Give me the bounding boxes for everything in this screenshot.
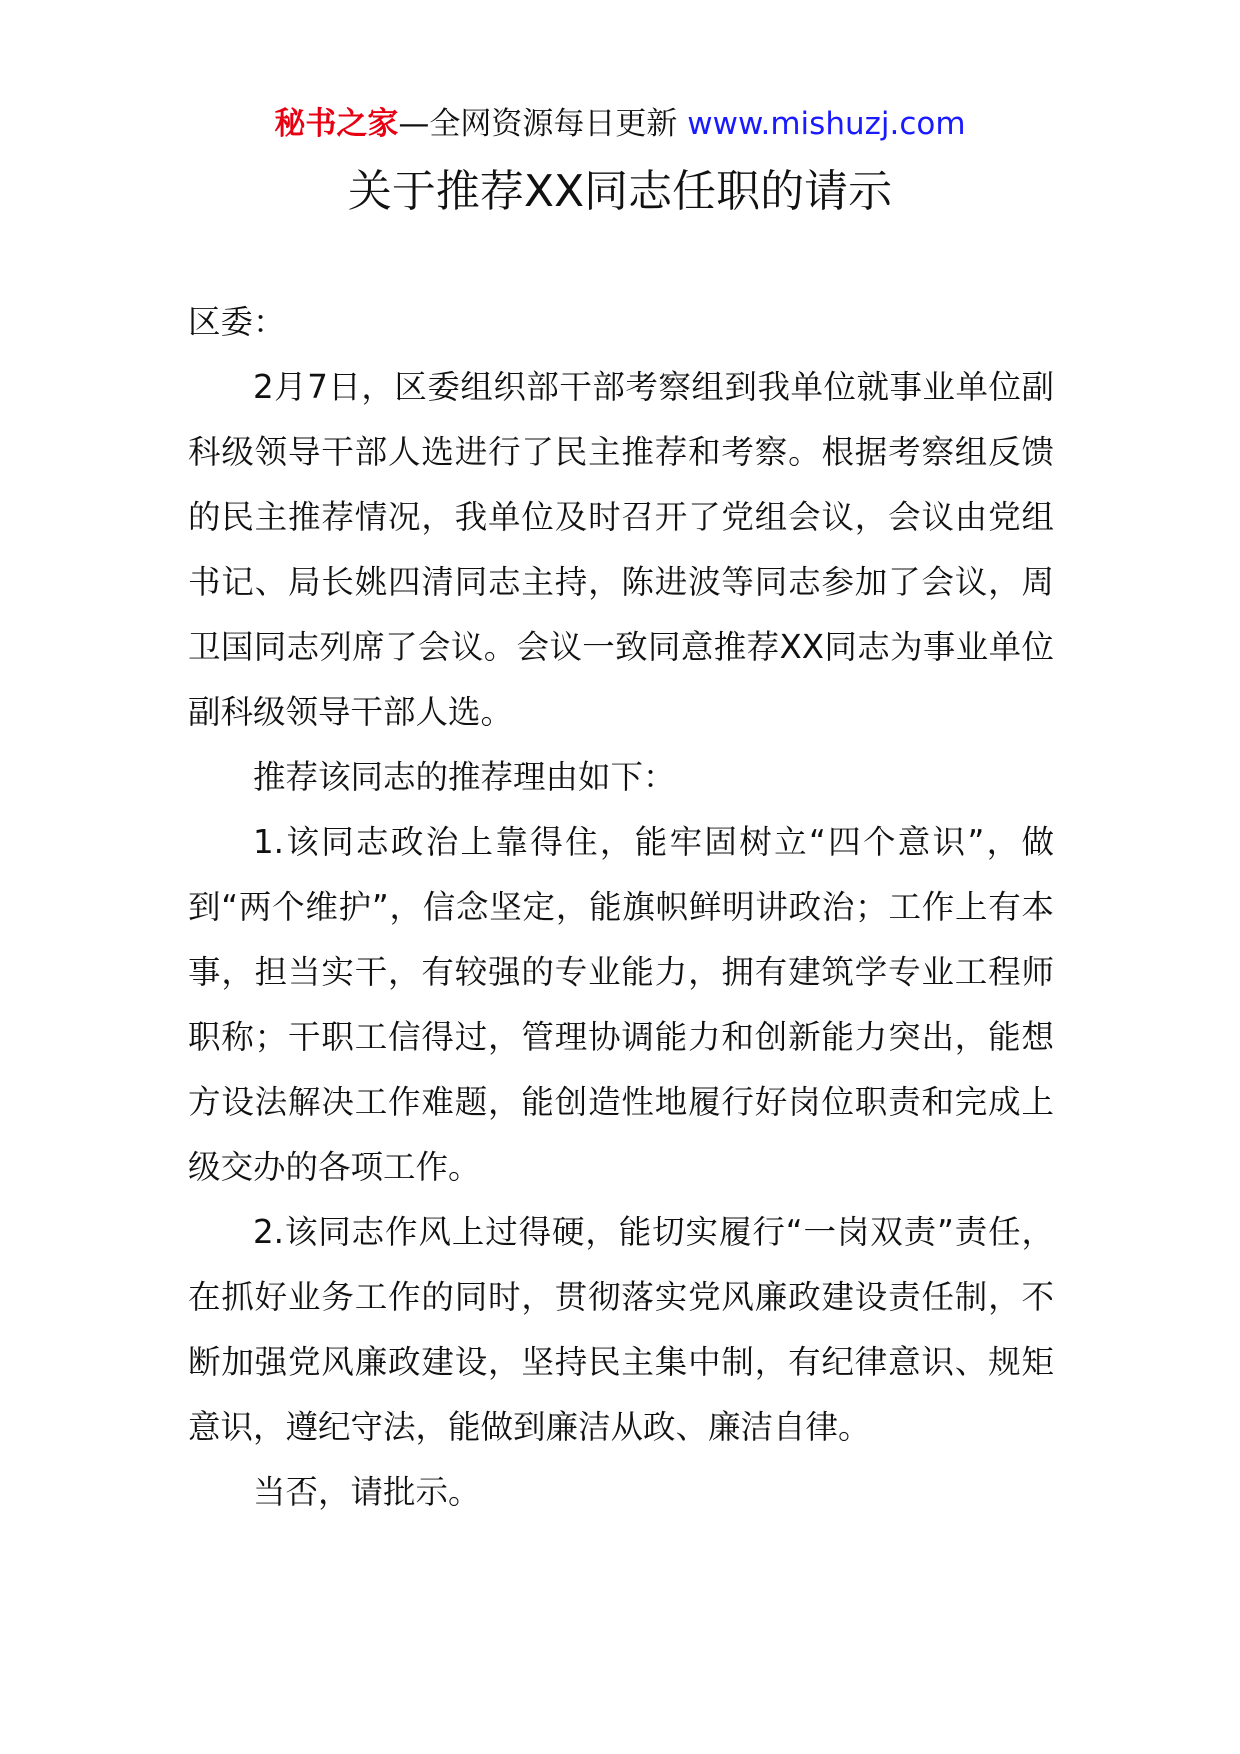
salutation: 区委： (188, 303, 286, 341)
paragraph-reason-1: 1.该同志政治上靠得住，能牢固树立“四个意识”，做到“两个维护”，信念坚定，能旗帜鲜明讲政治；工作上有本事，担当实干，有较强的专业能力，拥有建筑学专业工程师职称；干职工信得过，管理协调能力和创新能力突出，能想方设法解决工作难题，能创造性地履行好岗位职责和完成上级交办的各项工作。 (188, 823, 1054, 1186)
header-tagline: —全网资源每日更新 (398, 106, 678, 142)
brand-name: 秘书之家 (274, 106, 399, 142)
site-header (0, 100, 1240, 148)
document-body (188, 290, 1054, 1525)
paragraph-meeting: 2月7日，区委组织部干部考察组到我单位就事业单位副科级领导干部人选进行了民主推荐和考察。根据考察组反馈的民主推荐情况，我单位及时召开了党组会议，会议由党组书记、局长姚四清同志主持，陈进波等同志参加了会议，周卫国同志列席了会议。会议一致同意推荐XX同志为事业单位副科级领导干部人选。 (188, 368, 1054, 731)
paragraph-reason-2: 2.该同志作风上过得硬，能切实履行“一岗双责”责任，在抓好业务工作的同时，贯彻落实党风廉政建设责任制，不断加强党风廉政建设，坚持民主集中制，有纪律意识、规矩意识，遵纪守法，能做到廉洁从政、廉洁自律。 (188, 1213, 1054, 1446)
paragraph-reasons-intro: 推荐该同志的推荐理由如下： (253, 758, 676, 796)
paragraph-closing: 当否，请批示。 (253, 1473, 481, 1511)
site-url-link[interactable]: www.mishuzj.com (687, 106, 966, 142)
document-title: 关于推荐XX同志任职的请示 (347, 166, 893, 217)
